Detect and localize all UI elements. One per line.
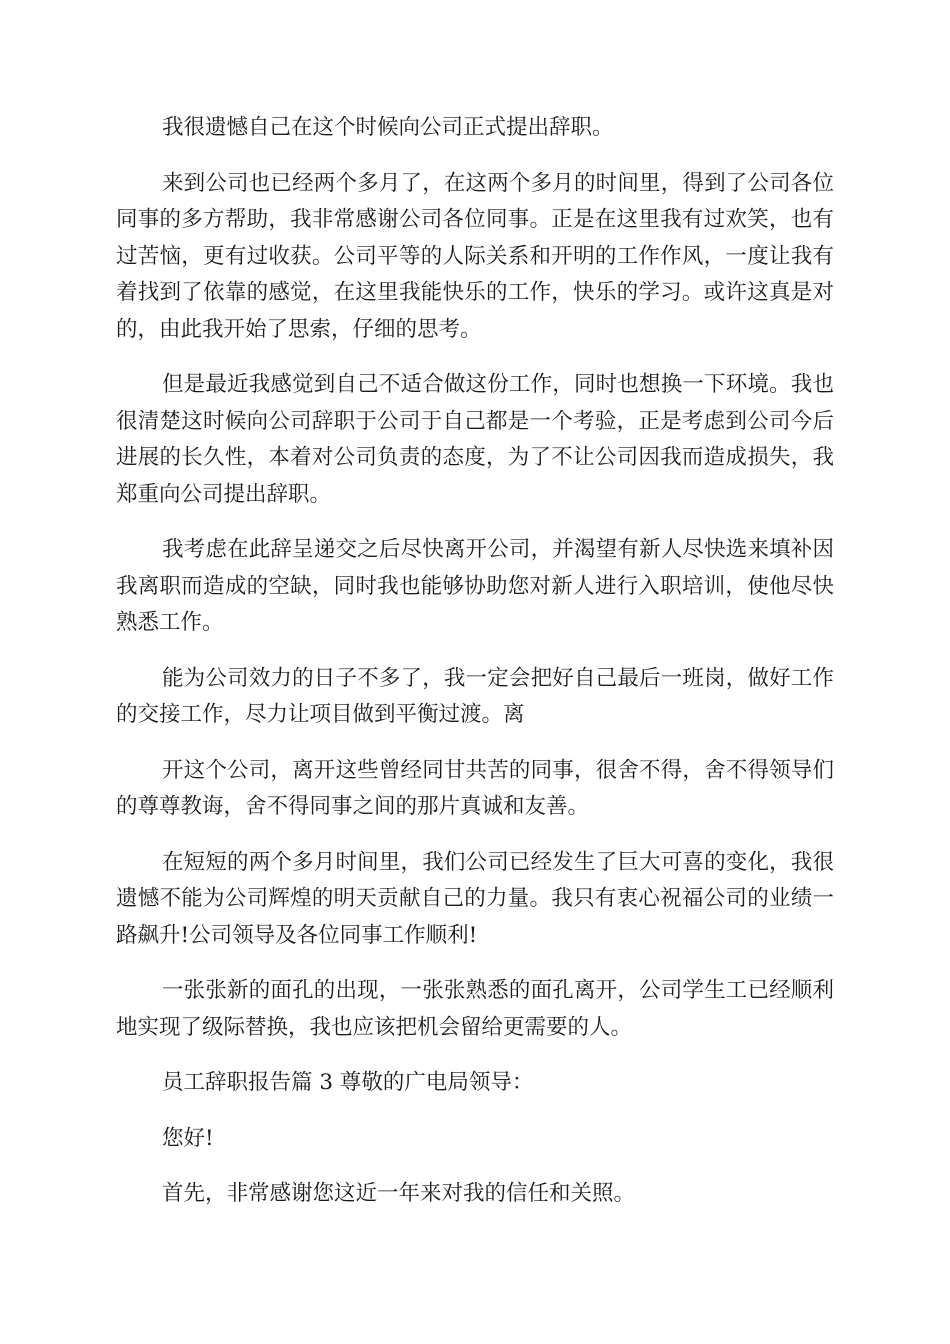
paragraph: 在短短的两个多月时间里，我们公司已经发生了巨大可喜的变化，我很遗憾不能为公司辉煌的明天贡献自己的力量。我只有衷心祝福公司的业绩一路飙升!公司领导及各位同事工作顺利!	[116, 849, 834, 948]
paragraph: 我考虑在此辞呈递交之后尽快离开公司，并渴望有新人尽快选来填补因我离职而造成的空缺，同时我也能够协助您对新人进行入职培训，使他尽快熟悉工作。	[116, 537, 834, 635]
section-heading: 员工辞职报告篇 3 尊敬的广电局领导：	[162, 1070, 534, 1095]
paragraph: 能为公司效力的日子不多了，我一定会把好自己最后一班岗，做好工作的交接工作，尽力让项目做到平衡过渡。离	[116, 665, 834, 727]
paragraph: 我很遗憾自己在这个时候向公司正式提出辞职。	[162, 115, 614, 140]
paragraph: 来到公司也已经两个多月了，在这两个多月的时间里，得到了公司各位同事的多方帮助，我非常感谢公司各位同事。正是在这里我有过欢笑，也有过苦恼，更有过收获。公司平等的人际关系和开明的工作作风，一度让我有着找到了依靠的感觉，在这里我能快乐的工作，快乐的学习。或许这真是对的，由此我开始了思索，仔细的思考。	[116, 170, 834, 342]
document-body	[116, 110, 834, 1232]
greeting: 您好!	[162, 1125, 214, 1151]
paragraph: 开这个公司，离开这些曾经同甘共苦的同事，很舍不得，舍不得领导们的尊尊教诲，舍不得同事之间的那片真诚和友善。	[116, 757, 834, 819]
paragraph: 但是最近我感觉到自己不适合做这份工作，同时也想换一下环境。我也很清楚这时候向公司辞职于公司于自己都是一个考验，正是考虑到公司今后进展的长久性，本着对公司负责的态度，为了不让公司因我而造成损失，我郑重向公司提出辞职。	[116, 372, 834, 507]
paragraph: 一张张新的面孔的出现，一张张熟悉的面孔离开，公司学生工已经顺利地实现了级际替换，我也应该把机会留给更需要的人。	[116, 978, 834, 1040]
paragraph: 首先，非常感谢您这近一年来对我的信任和关照。	[162, 1181, 636, 1206]
